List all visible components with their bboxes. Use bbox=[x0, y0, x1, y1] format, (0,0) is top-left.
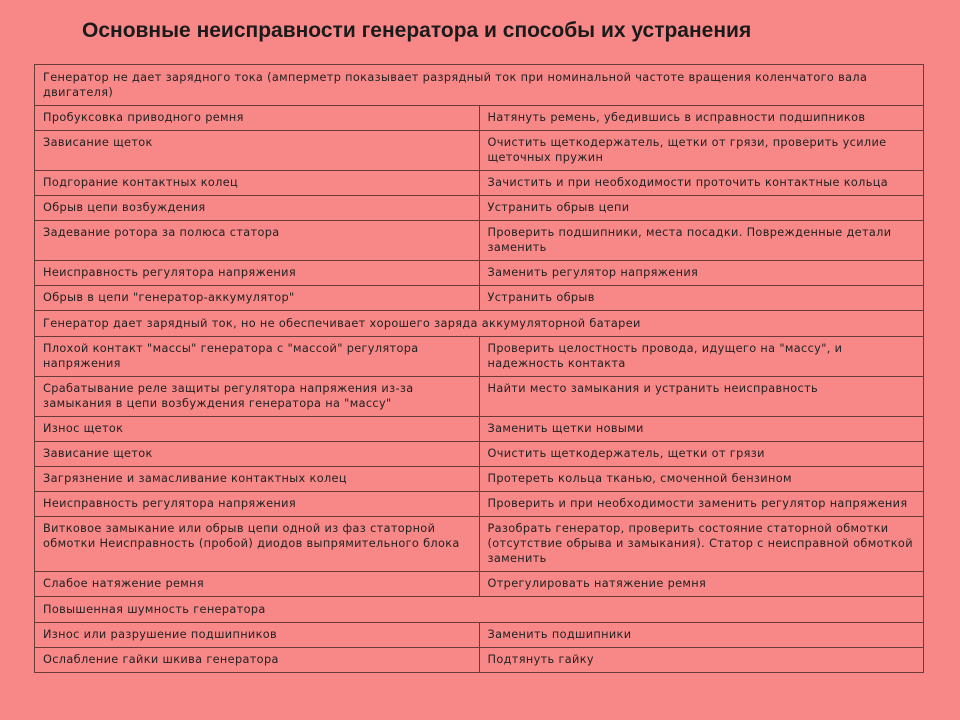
fault-fix-cell: Очистить щеткодержатель, щетки от грязи bbox=[479, 442, 924, 467]
fault-fix-cell: Устранить обрыв bbox=[479, 286, 924, 311]
table-row bbox=[35, 467, 924, 492]
fault-cause-cell: Износ щеток bbox=[35, 417, 480, 442]
fault-cause-cell: Витковое замыкание или обрыв цепи одной из фаз статорной обмотки Неисправность (пробой) диодов выпрямительного блока bbox=[35, 517, 480, 572]
fault-fix-cell: Очистить щеткодержатель, щетки от грязи, проверить усилие щеточных пружин bbox=[479, 131, 924, 171]
fault-cause-cell: Износ или разрушение подшипников bbox=[35, 623, 480, 648]
fault-fix-cell: Проверить целостность провода, идущего на "массу", и надежность контакта bbox=[479, 337, 924, 377]
table-row bbox=[35, 261, 924, 286]
section-header-row bbox=[35, 597, 924, 623]
fault-fix-cell: Натянуть ремень, убедившись в исправности подшипников bbox=[479, 106, 924, 131]
section-header-row bbox=[35, 65, 924, 106]
table-row bbox=[35, 492, 924, 517]
fault-fix-cell: Устранить обрыв цепи bbox=[479, 196, 924, 221]
fault-cause-cell: Обрыв в цепи "генератор-аккумулятор" bbox=[35, 286, 480, 311]
fault-fix-cell: Подтянуть гайку bbox=[479, 648, 924, 673]
section-header-text: Генератор не дает зарядного тока (амперметр показывает разрядный ток при номинальной частоте вращения коленчатого вала двигателя) bbox=[35, 65, 924, 106]
fault-fix-cell: Протереть кольца тканью, смоченной бензином bbox=[479, 467, 924, 492]
table-row bbox=[35, 623, 924, 648]
fault-cause-cell: Зависание щеток bbox=[35, 131, 480, 171]
table-row bbox=[35, 417, 924, 442]
page-title: Основные неисправности генератора и способы их устранения bbox=[82, 19, 752, 42]
table-row bbox=[35, 572, 924, 597]
table-row bbox=[35, 221, 924, 261]
section-header-text: Генератор дает зарядный ток, но не обеспечивает хорошего заряда аккумуляторной батареи bbox=[35, 311, 924, 337]
fault-cause-cell: Пробуксовка приводного ремня bbox=[35, 106, 480, 131]
fault-fix-cell: Найти место замыкания и устранить неисправность bbox=[479, 377, 924, 417]
table-row bbox=[35, 648, 924, 673]
fault-cause-cell: Неисправность регулятора напряжения bbox=[35, 492, 480, 517]
table-row bbox=[35, 131, 924, 171]
fault-cause-cell: Ослабление гайки шкива генератора bbox=[35, 648, 480, 673]
fault-fix-cell: Отрегулировать натяжение ремня bbox=[479, 572, 924, 597]
fault-fix-cell: Разобрать генератор, проверить состояние статорной обмотки (отсутствие обрыва и замыкания). Статор с неисправной обмоткой заменить bbox=[479, 517, 924, 572]
fault-cause-cell: Неисправность регулятора напряжения bbox=[35, 261, 480, 286]
fault-cause-cell: Задевание ротора за полюса статора bbox=[35, 221, 480, 261]
section-header-row bbox=[35, 311, 924, 337]
fault-cause-cell: Зависание щеток bbox=[35, 442, 480, 467]
fault-cause-cell: Подгорание контактных колец bbox=[35, 171, 480, 196]
fault-cause-cell: Срабатывание реле защиты регулятора напряжения из-за замыкания в цепи возбуждения генератора на "массу" bbox=[35, 377, 480, 417]
section-header-text: Повышенная шумность генератора bbox=[35, 597, 924, 623]
faults-table-container bbox=[34, 64, 924, 720]
fault-cause-cell: Плохой контакт "массы" генератора с "массой" регулятора напряжения bbox=[35, 337, 480, 377]
table-row bbox=[35, 171, 924, 196]
table-row bbox=[35, 337, 924, 377]
fault-fix-cell: Проверить и при необходимости заменить регулятор напряжения bbox=[479, 492, 924, 517]
fault-fix-cell: Заменить подшипники bbox=[479, 623, 924, 648]
fault-cause-cell: Обрыв цепи возбуждения bbox=[35, 196, 480, 221]
table-row bbox=[35, 442, 924, 467]
table-row bbox=[35, 517, 924, 572]
table-row bbox=[35, 377, 924, 417]
fault-fix-cell: Зачистить и при необходимости проточить контактные кольца bbox=[479, 171, 924, 196]
table-row bbox=[35, 106, 924, 131]
faults-table bbox=[34, 64, 924, 673]
fault-fix-cell: Проверить подшипники, места посадки. Поврежденные детали заменить bbox=[479, 221, 924, 261]
table-row bbox=[35, 286, 924, 311]
fault-fix-cell: Заменить щетки новыми bbox=[479, 417, 924, 442]
fault-cause-cell: Слабое натяжение ремня bbox=[35, 572, 480, 597]
table-row bbox=[35, 196, 924, 221]
fault-fix-cell: Заменить регулятор напряжения bbox=[479, 261, 924, 286]
faults-table-body bbox=[35, 65, 924, 673]
fault-cause-cell: Загрязнение и замасливание контактных колец bbox=[35, 467, 480, 492]
